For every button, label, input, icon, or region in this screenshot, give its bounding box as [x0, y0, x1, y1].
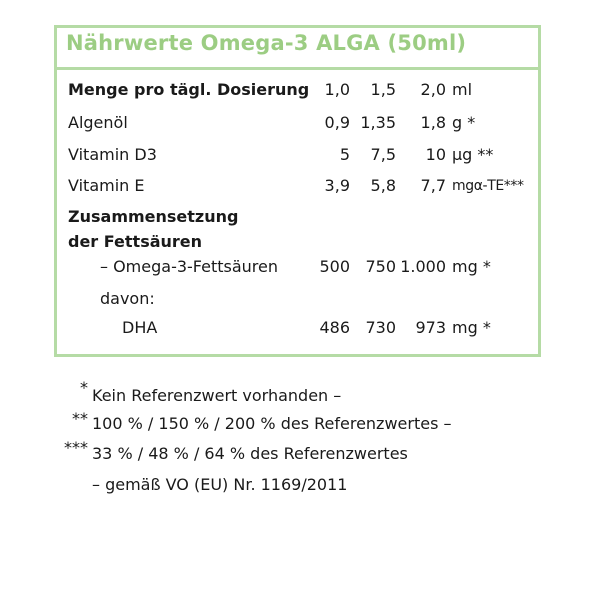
footnote-text: 100 % / 150 % / 200 % des Referenzwertes – [92, 414, 452, 433]
row-label-vitamin-d3: Vitamin D3 [68, 145, 157, 164]
footnote-text: Kein Referenzwert vorhanden – [92, 386, 342, 405]
footnote-mark: * [80, 378, 88, 397]
footnote-mark: ** [72, 409, 88, 428]
row-value: 5,8 [370, 176, 396, 195]
row-unit: g * [452, 113, 476, 132]
header-value-2: 1,5 [370, 80, 396, 99]
header-value-3: 2,0 [420, 80, 446, 99]
row-value: 7,5 [370, 145, 396, 164]
row-value: 7,7 [420, 176, 446, 195]
row-value: 10 [425, 145, 446, 164]
header-label: Menge pro tägl. Dosierung [68, 80, 310, 99]
row-label-algenoel: Algenöl [68, 113, 128, 132]
composition-heading-2: der Fettsäuren [68, 232, 203, 251]
panel-title: Nährwerte Omega-3 ALGA (50ml) [66, 31, 467, 55]
header-unit: ml [452, 80, 473, 99]
omega3-unit: mg * [452, 257, 491, 276]
composition-heading: Zusammensetzung [68, 207, 239, 226]
dha-unit: mg * [452, 318, 491, 337]
omega3-value: 500 [319, 257, 350, 276]
row-value: 5 [339, 145, 350, 164]
row-value: 0,9 [324, 113, 350, 132]
footnote-text: 33 % / 48 % / 64 % des Referenzwertes [92, 444, 408, 463]
row-value: 3,9 [324, 176, 350, 195]
row-value: 1,35 [360, 113, 396, 132]
omega3-value: 1.000 [400, 257, 446, 276]
dha-value: 486 [319, 318, 350, 337]
omega3-value: 750 [365, 257, 396, 276]
footnote-mark: *** [64, 438, 88, 457]
dha-value: 730 [365, 318, 396, 337]
header-value-1: 1,0 [324, 80, 350, 99]
davon-label: davon: [100, 289, 155, 308]
row-unit: mgα-TE*** [452, 178, 524, 194]
title-divider [54, 67, 541, 70]
omega3-label: – Omega-3-Fettsäuren [100, 257, 279, 276]
row-label-vitamin-e: Vitamin E [68, 176, 145, 195]
dha-label: DHA [122, 318, 158, 337]
row-unit: µg ** [452, 145, 494, 164]
footnote-text: – gemäß VO (EU) Nr. 1169/2011 [92, 475, 348, 494]
row-value: 1,8 [420, 113, 446, 132]
dha-value: 973 [415, 318, 446, 337]
